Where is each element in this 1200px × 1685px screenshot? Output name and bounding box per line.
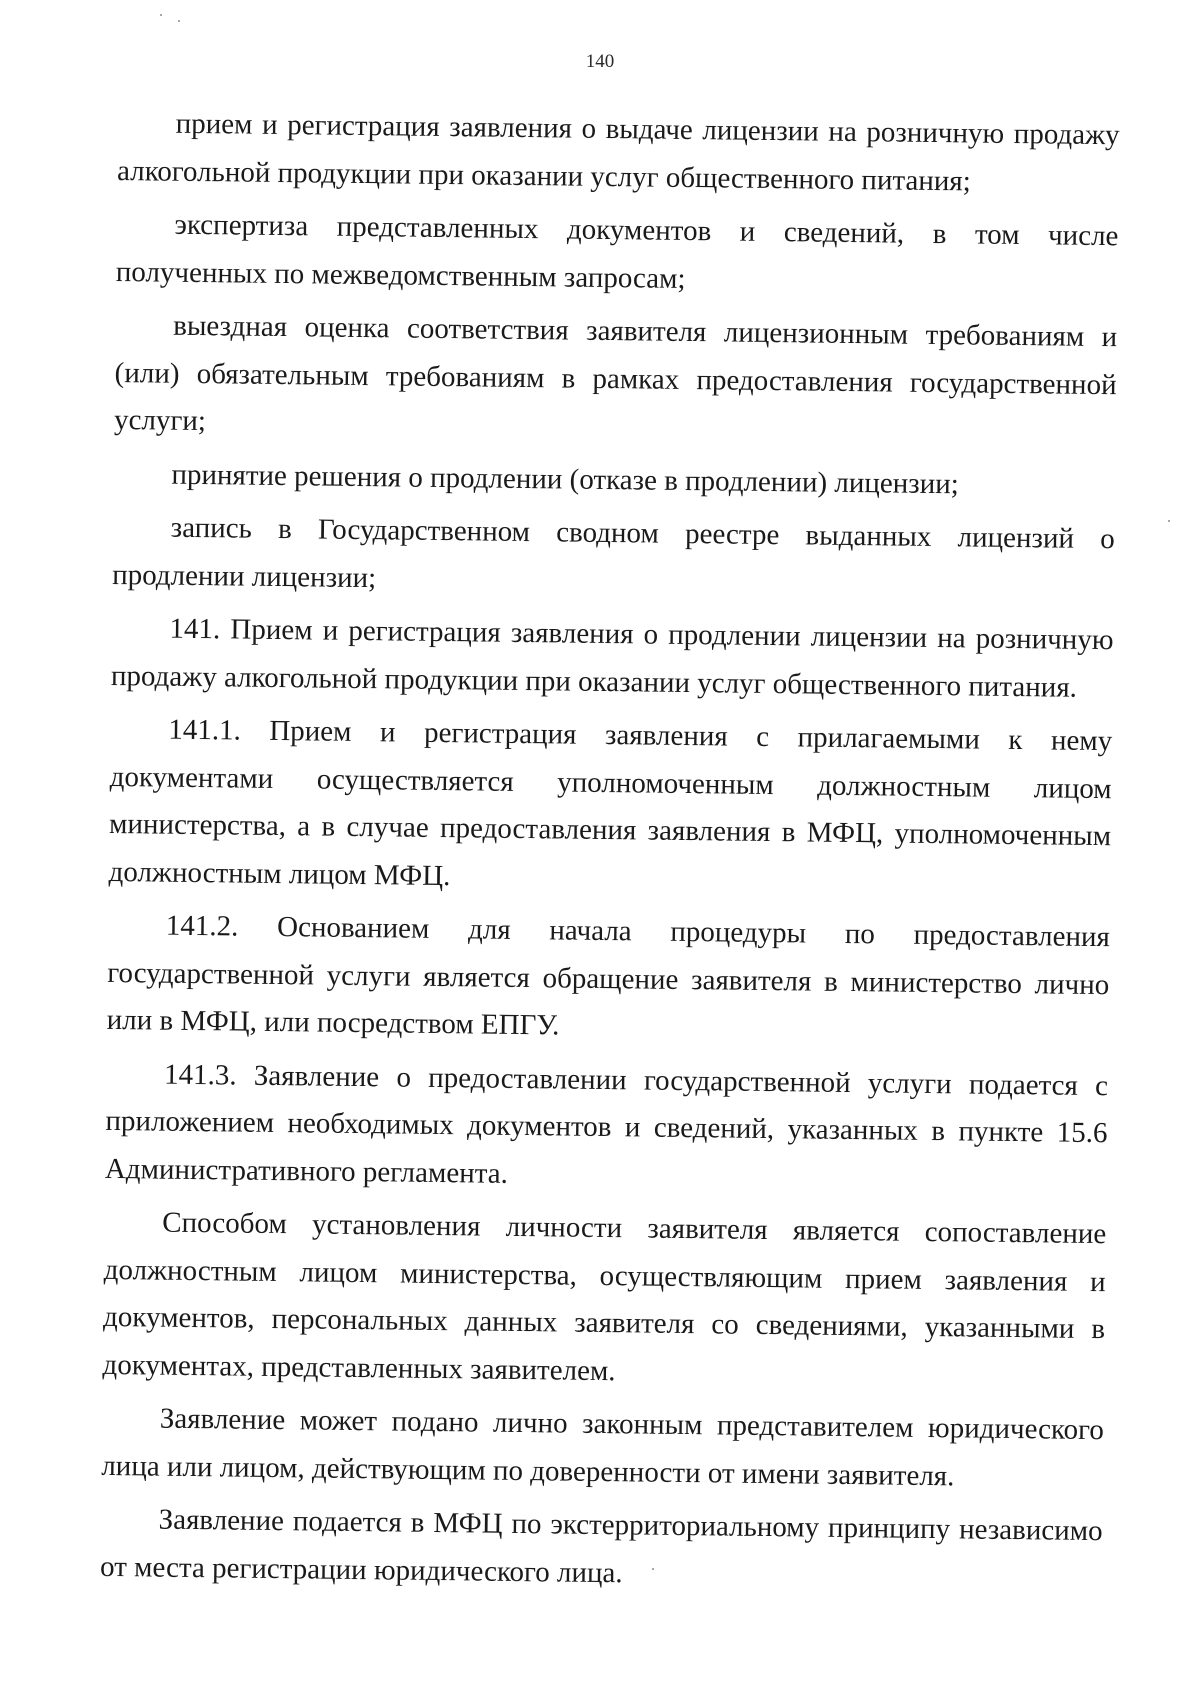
paragraph: запись в Государственном сводном реестре выданных лицензий о продлении лицензии; bbox=[112, 511, 1115, 594]
paragraph: 141.1. Прием и регистрация заявления с прилагаемыми к нему документами осуществляется уполномоченным должностным лицом министерства, а в случае предоставления заявления в МФЦ, уполномоченным должностным лицом МФЦ. bbox=[108, 713, 1113, 892]
paragraph: Заявление подается в МФЦ по экстерриториальному принципу независимо от места регистрации юридического лица. bbox=[99, 1503, 1103, 1589]
paragraph: 141.3. Заявление о предоставлении государственной услуги подается с приложением необходимых документов и сведений, указанных в пункте 15.6 Административного регламента. bbox=[104, 1058, 1109, 1190]
paragraph: прием и регистрация заявления о выдаче лицензии на розничную продажу алкогольной продукции при оказании услуг общественного питания; bbox=[116, 107, 1120, 197]
paragraph: выездная оценка соответствия заявителя лицензионным требованиям и (или) обязательным требованиям в рамках предоставления государственной услуги; bbox=[113, 309, 1118, 438]
scan-speck bbox=[652, 1568, 654, 1570]
paragraph: принятие решения о продлении (отказе в продлении) лицензии; bbox=[171, 458, 960, 500]
scan-speck bbox=[178, 20, 180, 22]
page-number: 140 bbox=[585, 51, 615, 72]
paragraph: Способом установления личности заявителя является сопоставление должностным лицом министерства, осуществляющим прием заявления и документов, персональных данных заявителя со сведениями, указанными в документах, представленных заявителем. bbox=[102, 1206, 1107, 1387]
scan-speck bbox=[1168, 520, 1170, 522]
paragraph: Заявление может подано лично законным представителем юридического лица или лицом, действующим по доверенности от имени заявителя. bbox=[101, 1402, 1105, 1492]
paragraph: экспертиза представленных документов и сведений, в том числе полученных по межведомственным запросам; bbox=[115, 208, 1119, 295]
paragraph: 141.2. Основанием для начала процедуры по предоставления государственной услуги является обращение заявителя в министерство лично или в МФЦ, или посредством ЕПГУ. bbox=[106, 909, 1111, 1042]
scan-speck bbox=[160, 14, 162, 16]
document-body bbox=[100, 100, 1120, 1609]
paragraph: 141. Прием и регистрация заявления о продлении лицензии на розничную продажу алкогольной продукции при оказании услуг общественного питания. bbox=[110, 612, 1114, 704]
